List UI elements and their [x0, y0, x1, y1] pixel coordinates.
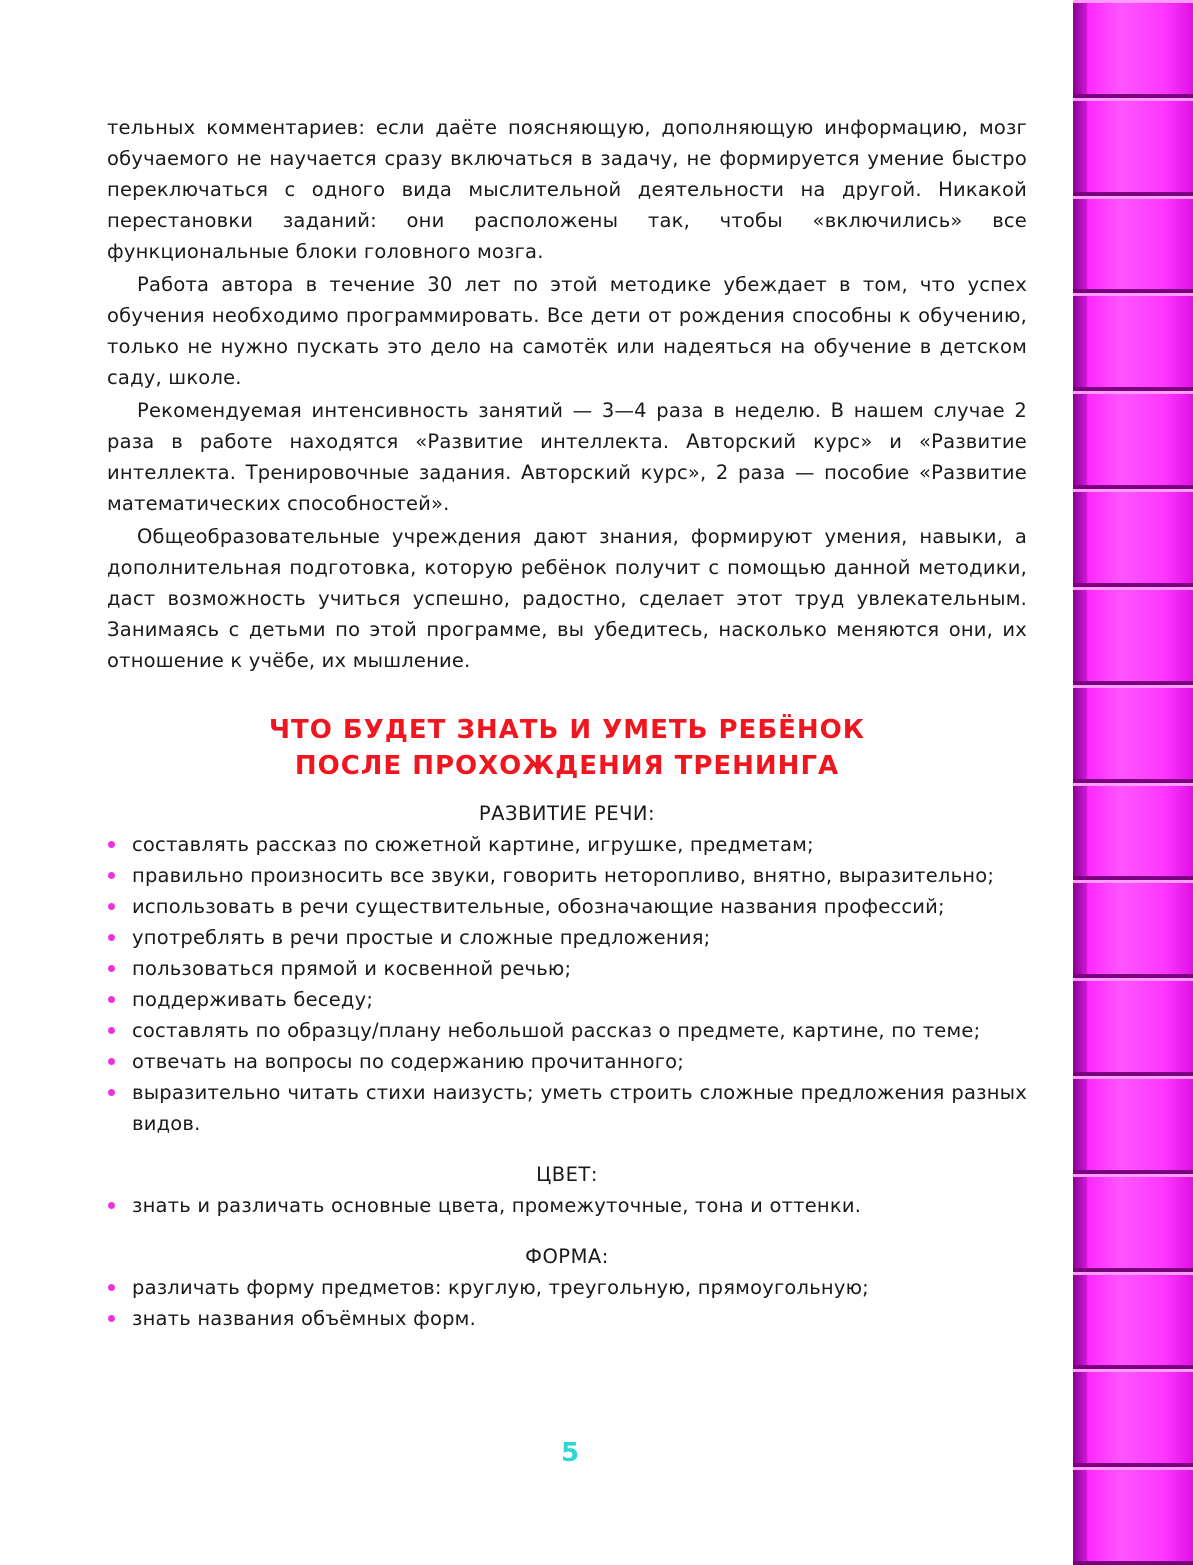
- list-item-text: использовать в речи существительные, обозначающие названия профессий;: [132, 895, 945, 918]
- list-item: [107, 922, 1027, 953]
- body-paragraph: Работа автора в течение 30 лет по этой методике убеждает в том, что успех обучения необходимо программировать. Все дети от рождения способны к обучению, только не нужно пускать это дело на самотёк или надеяться на обучение в детском саду, школе.: [107, 273, 1027, 389]
- list-item-text: выразительно читать стихи наизусть; уметь строить сложные предложения разных видов.: [132, 1081, 1027, 1135]
- page-number: 5: [560, 1438, 580, 1468]
- bullet-icon: [108, 965, 115, 972]
- list-item: [107, 829, 1027, 860]
- list-item-text: поддерживать беседу;: [132, 988, 374, 1011]
- bullet-icon: [108, 903, 115, 910]
- bullet-icon: [108, 1089, 115, 1096]
- body-paragraph: Общеобразовательные учреждения дают знания, формируют умения, навыки, а дополнительная подготовка, которую ребёнок получит с помощью данной методики, даст возможность учиться успешно, радостно, сделает этот труд увлекательным. Занимаясь с детьми по этой программе, вы убедитесь, насколько меняются они, их отношение к учёбе, их мышление.: [107, 525, 1027, 672]
- list-item: [107, 1190, 1027, 1221]
- bullet-icon: [108, 841, 115, 848]
- list-item-text: правильно произносить все звуки, говорить неторопливо, внятно, выразительно;: [132, 864, 995, 887]
- list-item: [107, 984, 1027, 1015]
- bullet-icon: [108, 1284, 115, 1291]
- section-title-line: ПОСЛЕ ПРОХОЖДЕНИЯ ТРЕНИНГА: [294, 751, 840, 781]
- list-item: [107, 1303, 1027, 1334]
- list-item: [107, 860, 1027, 891]
- list-item-text: составлять по образцу/плану небольшой рассказ о предмете, картине, по теме;: [132, 1019, 981, 1042]
- body-paragraph: тельных комментариев: если даёте поясняющую, дополняющую информацию, мозг обучаемого не научается сразу включаться в задачу, не формируется умение быстро переключаться с одного вида мыслительной деятельности на другой. Никакой перестановки заданий: они расположены так, чтобы «включились» все функциональные блоки головного мозга.: [107, 116, 1027, 263]
- list-item-text: знать и различать основные цвета, промежуточные, тона и оттенки.: [132, 1194, 862, 1217]
- speech-heading: РАЗВИТИЕ РЕЧИ:: [478, 802, 656, 825]
- bullet-icon: [108, 996, 115, 1003]
- list-item: [107, 1077, 1027, 1139]
- section-title-line: ЧТО БУДЕТ ЗНАТЬ И УМЕТЬ РЕБЁНОК: [268, 715, 866, 745]
- list-item-text: составлять рассказ по сюжетной картине, игрушке, предметам;: [132, 833, 814, 856]
- list-item: [107, 1272, 1027, 1303]
- shape-list: [107, 1272, 1027, 1334]
- list-item-text: отвечать на вопросы по содержанию прочитанного;: [132, 1050, 685, 1073]
- bullet-icon: [108, 1315, 115, 1322]
- list-item-text: знать названия объёмных форм.: [132, 1307, 476, 1330]
- list-item: [107, 1046, 1027, 1077]
- list-item: [107, 891, 1027, 922]
- page-content: [107, 112, 1027, 1334]
- list-item-text: пользоваться прямой и косвенной речью;: [132, 957, 572, 980]
- list-item-text: употреблять в речи простые и сложные предложения;: [132, 926, 711, 949]
- bullet-icon: [108, 1027, 115, 1034]
- decorative-side-strip: [1073, 0, 1193, 1565]
- section-title: [107, 712, 1027, 784]
- bullet-icon: [108, 934, 115, 941]
- bullet-icon: [108, 1058, 115, 1065]
- bullet-icon: [108, 1202, 115, 1209]
- list-item: [107, 953, 1027, 984]
- body-paragraph: Рекомендуемая интенсивность занятий — 3—4 раза в неделю. В нашем случае 2 раза в работе находятся «Развитие интеллекта. Авторский курс» и «Развитие интеллекта. Тренировочные задания. Авторский курс», 2 раза — пособие «Развитие математических способностей».: [107, 399, 1027, 515]
- list-item-text: различать форму предметов: круглую, треугольную, прямоугольную;: [132, 1276, 869, 1299]
- speech-list: [107, 829, 1027, 1139]
- color-list: [107, 1190, 1027, 1221]
- color-heading: ЦВЕТ:: [536, 1163, 598, 1186]
- shape-heading: ФОРМА:: [525, 1245, 609, 1268]
- list-item: [107, 1015, 1027, 1046]
- bullet-icon: [108, 872, 115, 879]
